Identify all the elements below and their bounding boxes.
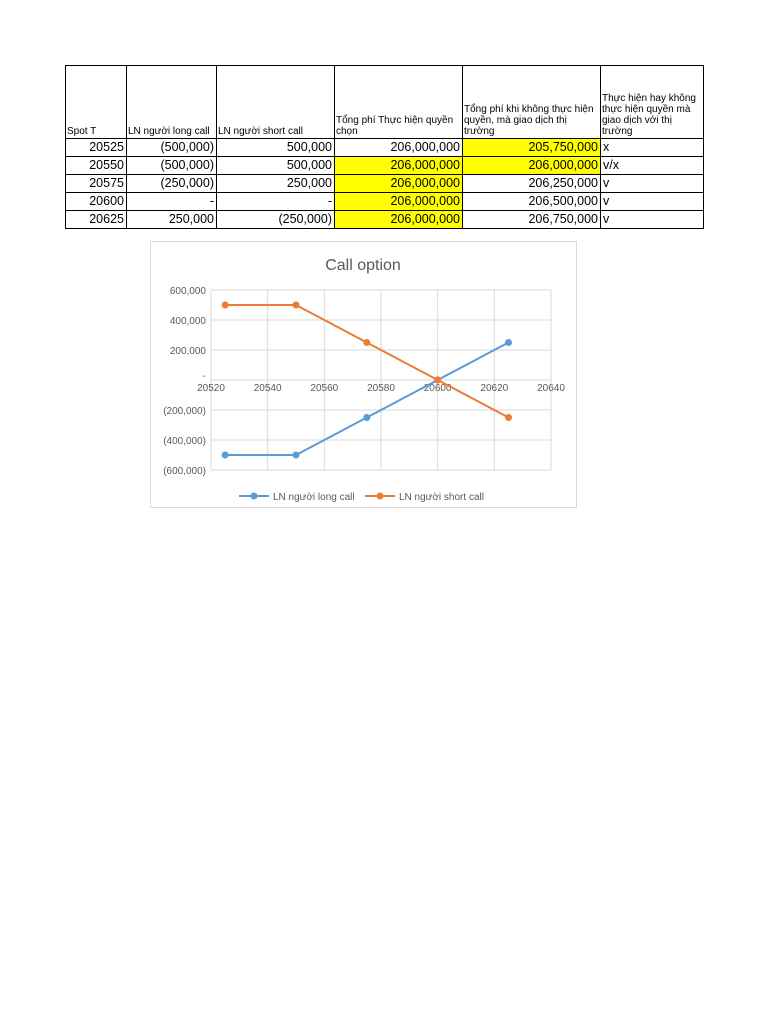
data-point[interactable] xyxy=(222,452,229,459)
legend-swatch-marker xyxy=(251,493,258,500)
cell-long-call[interactable]: (250,000) xyxy=(127,175,217,193)
x-tick-label: 20620 xyxy=(480,383,509,394)
cell-decision[interactable]: x xyxy=(601,139,704,157)
header-row xyxy=(66,66,704,139)
table-row xyxy=(66,193,704,211)
cell-decision[interactable]: v xyxy=(601,193,704,211)
cell-long-call[interactable]: (500,000) xyxy=(127,157,217,175)
data-table xyxy=(65,65,704,229)
cell-short-call[interactable]: 500,000 xyxy=(217,139,335,157)
legend-label[interactable]: LN người long call xyxy=(273,492,355,503)
cell-decision[interactable]: v xyxy=(601,211,704,229)
y-tick-label: (200,000) xyxy=(163,406,206,417)
cell-exercise-cost[interactable]: 206,000,000 xyxy=(335,193,463,211)
cell-long-call[interactable]: (500,000) xyxy=(127,139,217,157)
cell-exercise-cost[interactable]: 206,000,000 xyxy=(335,139,463,157)
data-point[interactable] xyxy=(505,339,512,346)
x-tick-label: 20520 xyxy=(197,383,225,394)
y-tick-label: 200,000 xyxy=(169,346,206,357)
cell-short-call[interactable]: 500,000 xyxy=(217,157,335,175)
table-row xyxy=(66,139,704,157)
cell-long-call[interactable]: - xyxy=(127,193,217,211)
x-tick-label: 20580 xyxy=(367,383,395,394)
data-point[interactable] xyxy=(222,302,229,309)
y-tick-label: (400,000) xyxy=(163,436,206,447)
x-tick-label: 20560 xyxy=(310,383,339,394)
cell-spot[interactable]: 20625 xyxy=(66,211,127,229)
cell-spot[interactable]: 20525 xyxy=(66,139,127,157)
header-decision[interactable]: Thực hiện hay không thực hiện quyền mà giao dịch với thị trường xyxy=(601,66,704,139)
cell-exercise-cost[interactable]: 206,000,000 xyxy=(335,157,463,175)
cell-decision[interactable]: v/x xyxy=(601,157,704,175)
table-row xyxy=(66,157,704,175)
cell-exercise-cost[interactable]: 206,000,000 xyxy=(335,175,463,193)
chart-canvas xyxy=(151,242,576,507)
header-market-cost[interactable]: Tổng phí khi không thực hiện quyền, mà giao dịch thị trường xyxy=(463,66,601,139)
table-row xyxy=(66,211,704,229)
chart-title: Call option xyxy=(325,257,401,274)
y-tick-label: 600,000 xyxy=(169,286,206,297)
y-tick-label: 400,000 xyxy=(169,316,206,327)
cell-spot[interactable]: 20600 xyxy=(66,193,127,211)
cell-short-call[interactable]: (250,000) xyxy=(217,211,335,229)
cell-exercise-cost[interactable]: 206,000,000 xyxy=(335,211,463,229)
data-point[interactable] xyxy=(363,339,370,346)
header-long-call[interactable]: LN người long call xyxy=(127,66,217,139)
x-tick-label: 20600 xyxy=(423,383,452,394)
header-short-call[interactable]: LN người short call xyxy=(217,66,335,139)
data-point[interactable] xyxy=(505,414,512,421)
data-point[interactable] xyxy=(293,452,300,459)
cell-market-cost[interactable]: 206,000,000 xyxy=(463,157,601,175)
y-tick-label: - xyxy=(202,371,206,382)
cell-market-cost[interactable]: 206,250,000 xyxy=(463,175,601,193)
cell-long-call[interactable]: 250,000 xyxy=(127,211,217,229)
cell-short-call[interactable]: - xyxy=(217,193,335,211)
cell-decision[interactable]: v xyxy=(601,175,704,193)
call-option-chart[interactable] xyxy=(150,241,577,508)
cell-market-cost[interactable]: 205,750,000 xyxy=(463,139,601,157)
table-row xyxy=(66,175,704,193)
y-tick-label: (600,000) xyxy=(163,466,206,477)
cell-spot[interactable]: 20575 xyxy=(66,175,127,193)
header-spot[interactable]: Spot T xyxy=(66,66,127,139)
legend-swatch-marker xyxy=(377,493,384,500)
header-exercise-cost[interactable]: Tổng phí Thực hiện quyền chọn xyxy=(335,66,463,139)
legend-label[interactable]: LN người short call xyxy=(399,492,484,503)
data-point[interactable] xyxy=(434,377,441,384)
x-tick-label: 20540 xyxy=(253,383,282,394)
data-point[interactable] xyxy=(363,414,370,421)
cell-market-cost[interactable]: 206,750,000 xyxy=(463,211,601,229)
x-tick-label: 20640 xyxy=(537,383,565,394)
cell-short-call[interactable]: 250,000 xyxy=(217,175,335,193)
cell-spot[interactable]: 20550 xyxy=(66,157,127,175)
cell-market-cost[interactable]: 206,500,000 xyxy=(463,193,601,211)
data-point[interactable] xyxy=(293,302,300,309)
